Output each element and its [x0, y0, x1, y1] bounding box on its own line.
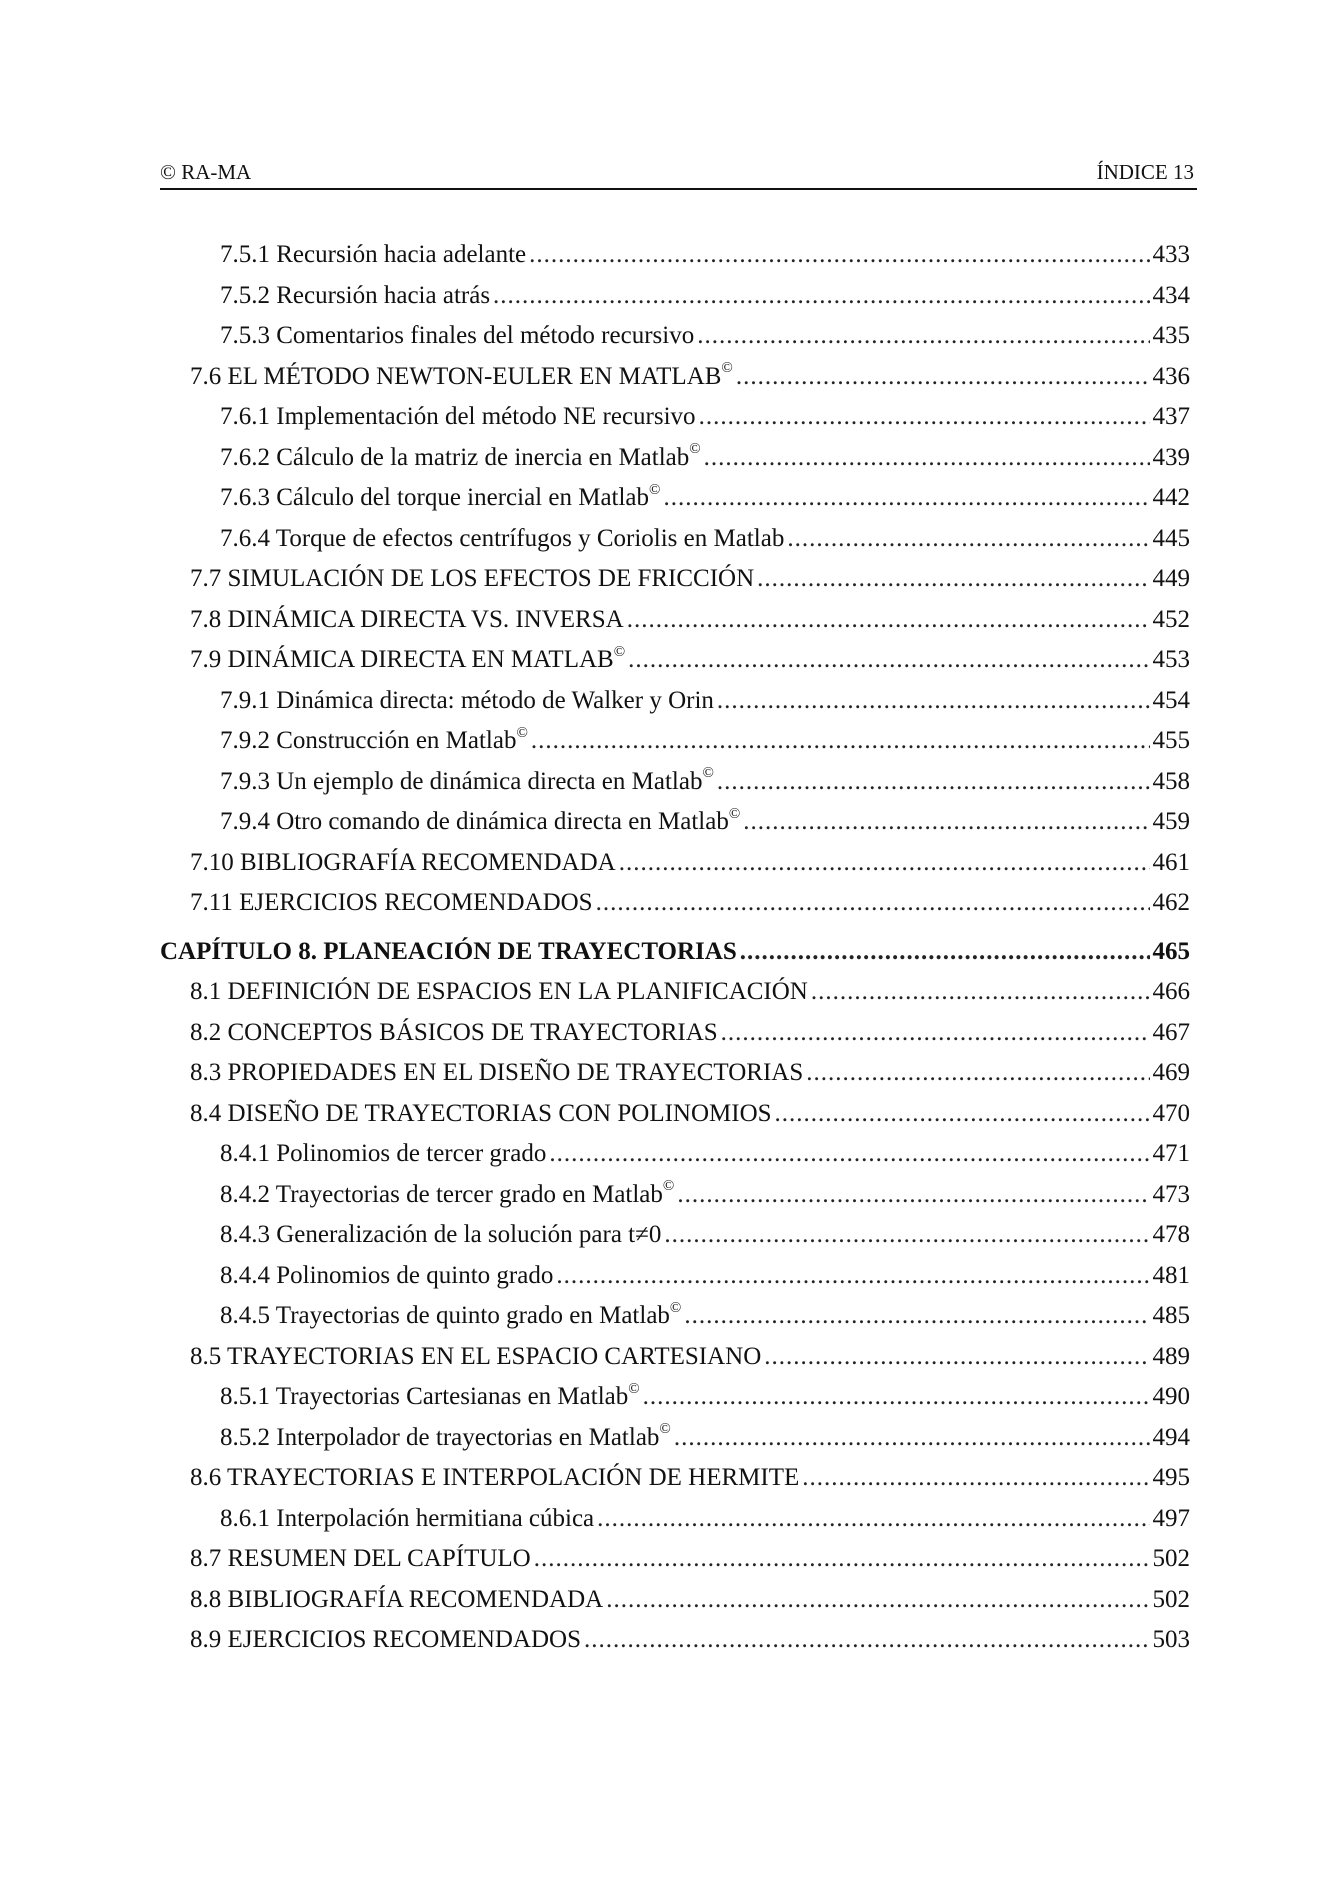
- dot-leader: [717, 762, 1150, 802]
- toc-entry[interactable]: [160, 1418, 1190, 1459]
- toc-entry-text: 8.4.4 Polinomios de quinto grado: [220, 1261, 554, 1289]
- toc-page-number: 481: [1152, 1261, 1190, 1289]
- toc-entry-text: 8.4.2 Trayectorias de tercer grado en Matlab: [220, 1180, 663, 1208]
- toc-page-number: 497: [1152, 1504, 1190, 1532]
- toc-entry-text: 7.6.2 Cálculo de la matriz de inercia en Matlab: [220, 443, 690, 471]
- toc-page-number: 434: [1152, 281, 1190, 309]
- toc-page-number: 433: [1152, 241, 1190, 268]
- toc-page-number: 467: [1152, 1018, 1190, 1046]
- toc-entry[interactable]: [160, 1337, 1190, 1378]
- toc-entry-title: [190, 1013, 718, 1053]
- toc-page-number: 458: [1152, 767, 1190, 795]
- toc-page-number: 462: [1152, 889, 1190, 916]
- toc-entry-title: [190, 1094, 772, 1134]
- dot-leader: [736, 357, 1150, 397]
- toc-entry[interactable]: [160, 1013, 1190, 1054]
- publisher-mark: © RA-MA: [160, 160, 252, 184]
- dot-leader: [606, 1580, 1149, 1620]
- toc-entry-title: [220, 519, 784, 559]
- toc-entry-title: [190, 1053, 803, 1093]
- toc-entry-text: 7.6.4 Torque de efectos centrífugos y Coriolis en Matlab: [220, 524, 785, 552]
- toc-entry-text: 8.7 RESUMEN DEL CAPÍTULO: [190, 1545, 531, 1572]
- toc-entry[interactable]: [160, 1094, 1190, 1135]
- toc-page-number: 473: [1152, 1180, 1190, 1208]
- toc-entry-title: [190, 1620, 581, 1660]
- toc-entry-text: 8.6 TRAYECTORIAS E INTERPOLACIÓN DE HERMITE: [190, 1464, 800, 1491]
- toc-entry[interactable]: [160, 438, 1190, 479]
- dot-leader: [643, 1377, 1150, 1417]
- dot-leader: [717, 681, 1150, 721]
- toc-page-number: 461: [1152, 848, 1190, 876]
- toc-entry-title: [190, 1458, 799, 1498]
- toc-entry-title: [190, 1580, 603, 1620]
- toc-page-number: 489: [1152, 1342, 1190, 1370]
- toc-entry-title: [190, 600, 624, 640]
- toc-entry[interactable]: [160, 1053, 1190, 1094]
- toc-entry-text: 8.4 DISEÑO DE TRAYECTORIAS CON POLINOMIOS: [190, 1099, 772, 1127]
- dot-leader: [740, 932, 1150, 972]
- toc-entry[interactable]: [160, 883, 1190, 924]
- toc-page-number: 490: [1152, 1383, 1190, 1410]
- toc-page-number: 445: [1152, 524, 1190, 552]
- toc-entry[interactable]: [160, 1580, 1190, 1621]
- toc-entry[interactable]: [160, 1215, 1190, 1256]
- toc-entry[interactable]: [160, 1620, 1190, 1661]
- toc-entry[interactable]: [160, 600, 1190, 641]
- toc-page-number: 466: [1152, 978, 1190, 1005]
- toc-entry[interactable]: [160, 1175, 1190, 1216]
- toc-entry-title: [190, 883, 593, 923]
- dot-leader: [584, 1620, 1149, 1660]
- toc-entry-text: 7.9.2 Construcción en Matlab: [220, 727, 517, 754]
- toc-page-number: 437: [1152, 403, 1190, 430]
- toc-entry-title: [220, 1175, 674, 1215]
- toc-entry-title: [190, 357, 733, 397]
- toc-page-number: 494: [1152, 1423, 1190, 1451]
- copyright-mark: ©: [702, 765, 714, 782]
- toc-entry-title: [220, 1256, 553, 1296]
- toc-page-number: 495: [1152, 1464, 1190, 1491]
- copyright-mark: ©: [689, 441, 701, 458]
- toc-entry-title: [220, 235, 526, 275]
- copyright-mark: ©: [662, 1178, 675, 1195]
- toc-entry-text: 8.5.2 Interpolador de trayectorias en Matlab: [220, 1423, 660, 1451]
- toc-chapter-entry[interactable]: [160, 932, 1190, 973]
- toc-entry-text: 7.5.2 Recursión hacia atrás: [220, 281, 491, 309]
- toc-page-number: 455: [1152, 727, 1190, 754]
- toc-entry-text: 8.4.5 Trayectorias de quinto grado en Matlab: [220, 1302, 670, 1329]
- dot-leader: [704, 438, 1150, 478]
- dot-leader: [556, 1256, 1149, 1296]
- toc-page-number: 454: [1152, 686, 1190, 714]
- toc-page-number: 435: [1152, 322, 1190, 349]
- copyright-mark: ©: [669, 1299, 682, 1316]
- toc-entry-text: 7.9.4 Otro comando de dinámica directa en Matlab: [220, 808, 729, 835]
- section-and-page-number: ÍNDICE 13: [1096, 160, 1194, 184]
- dot-leader: [596, 883, 1150, 923]
- toc-page-number: 469: [1152, 1059, 1190, 1086]
- toc-entry-text: 8.2 CONCEPTOS BÁSICOS DE TRAYECTORIAS: [190, 1018, 718, 1046]
- toc-entry-text: 8.5 TRAYECTORIAS EN EL ESPACIO CARTESIANO: [190, 1342, 762, 1370]
- dot-leader: [628, 640, 1149, 680]
- toc-page-number: 471: [1152, 1140, 1190, 1167]
- toc-entry[interactable]: [160, 1539, 1190, 1580]
- toc-entry-text: 7.9.3 Un ejemplo de dinámica directa en Matlab: [220, 767, 703, 795]
- toc-entry-text: 7.6 EL MÉTODO NEWTON-EULER EN MATLAB: [190, 362, 722, 390]
- toc-page-number: 442: [1152, 484, 1190, 511]
- toc-entry[interactable]: [160, 357, 1190, 398]
- dot-leader: [697, 316, 1149, 356]
- toc-entry[interactable]: [160, 397, 1190, 438]
- toc-entry[interactable]: [160, 802, 1190, 843]
- toc-entry-title: [220, 438, 701, 478]
- toc-entry-text: 8.1 DEFINICIÓN DE ESPACIOS EN LA PLANIFICACIÓN: [190, 978, 808, 1005]
- toc-entry-title: [190, 559, 754, 599]
- copyright-mark: ©: [516, 724, 528, 741]
- running-header: [160, 160, 1197, 190]
- toc-entry-text: 7.5.3 Comentarios finales del método recursivo: [220, 322, 695, 349]
- toc-entry[interactable]: [160, 276, 1190, 317]
- toc-entry-text: 7.7 SIMULACIÓN DE LOS EFECTOS DE FRICCIÓN: [190, 565, 755, 592]
- toc-page-number: 503: [1152, 1626, 1190, 1653]
- toc-page-number: 465: [1152, 937, 1190, 965]
- table-of-contents: [160, 235, 1190, 1661]
- toc-entry[interactable]: [160, 235, 1190, 276]
- dot-leader: [664, 1215, 1149, 1255]
- toc-entry-title: [220, 478, 660, 518]
- dot-leader: [627, 600, 1150, 640]
- dot-leader: [775, 1094, 1150, 1134]
- toc-entry[interactable]: [160, 519, 1190, 560]
- dot-leader: [597, 1499, 1149, 1539]
- toc-entry-text: 7.5.1 Recursión hacia adelante: [220, 241, 527, 268]
- toc-entry-title: [220, 762, 714, 802]
- toc-entry-text: 7.6.3 Cálculo del torque inercial en Matlab: [220, 484, 650, 511]
- dot-leader: [534, 1539, 1150, 1579]
- toc-entry-text: 8.4.1 Polinomios de tercer grado: [220, 1140, 547, 1167]
- toc-page-number: 478: [1152, 1221, 1190, 1248]
- toc-entry[interactable]: [160, 843, 1190, 884]
- toc-entry-title: [190, 640, 625, 680]
- toc-entry-title: [220, 681, 714, 721]
- toc-entry-title: [190, 1539, 531, 1579]
- toc-page-number: 453: [1152, 646, 1190, 673]
- toc-entry-text: 8.8 BIBLIOGRAFÍA RECOMENDADA: [190, 1585, 604, 1613]
- toc-entry-title: [190, 972, 808, 1012]
- toc-entry-text: 7.9.1 Dinámica directa: método de Walker y Orin: [220, 686, 714, 714]
- toc-entry-title: [220, 1215, 661, 1255]
- toc-entry-text: 7.10 BIBLIOGRAFÍA RECOMENDADA: [190, 848, 616, 876]
- toc-page-number: 485: [1152, 1302, 1190, 1329]
- toc-page-number: 452: [1152, 605, 1190, 633]
- toc-page-number: 502: [1152, 1545, 1190, 1572]
- toc-entry-text: 8.5.1 Trayectorias Cartesianas en Matlab: [220, 1383, 629, 1410]
- dot-leader: [699, 397, 1150, 437]
- toc-entry[interactable]: [160, 1296, 1190, 1337]
- toc-entry[interactable]: [160, 762, 1190, 803]
- toc-page-number: 436: [1152, 362, 1190, 390]
- toc-entry-title: [220, 1418, 671, 1458]
- toc-entry-title: [190, 843, 616, 883]
- copyright-mark: ©: [613, 643, 626, 660]
- copyright-mark: ©: [721, 360, 733, 377]
- copyright-mark: ©: [659, 1421, 671, 1438]
- toc-entry-text: 8.3 PROPIEDADES EN EL DISEÑO DE TRAYECTORIAS: [190, 1059, 804, 1086]
- dot-leader: [529, 235, 1149, 275]
- toc-entry[interactable]: [160, 721, 1190, 762]
- toc-page-number: 459: [1152, 808, 1190, 835]
- toc-entry[interactable]: [160, 316, 1190, 357]
- dot-leader: [663, 478, 1149, 518]
- dot-leader: [677, 1175, 1149, 1215]
- toc-page-number: 470: [1152, 1099, 1190, 1127]
- dot-leader: [811, 972, 1150, 1012]
- dot-leader: [743, 802, 1149, 842]
- toc-entry[interactable]: [160, 972, 1190, 1013]
- toc-entry-text: 8.6.1 Interpolación hermitiana cúbica: [220, 1504, 595, 1532]
- toc-entry-title: [190, 1337, 761, 1377]
- copyright-mark: ©: [628, 1380, 640, 1397]
- toc-entry-title: [220, 1499, 594, 1539]
- toc-entry-title: [220, 276, 490, 316]
- copyright-mark: ©: [649, 481, 661, 498]
- dot-leader: [802, 1458, 1149, 1498]
- toc-entry[interactable]: [160, 681, 1190, 722]
- toc-entry[interactable]: [160, 478, 1190, 519]
- toc-entry-title: [220, 1377, 640, 1417]
- toc-entry-text: 7.8 DINÁMICA DIRECTA VS. INVERSA: [190, 605, 624, 633]
- dot-leader: [549, 1134, 1149, 1174]
- toc-entry-text: 7.9 DINÁMICA DIRECTA EN MATLAB: [190, 646, 614, 673]
- toc-entry[interactable]: [160, 1458, 1190, 1499]
- dot-leader: [493, 276, 1149, 316]
- dot-leader: [764, 1337, 1149, 1377]
- toc-entry-title: [220, 802, 740, 842]
- dot-leader: [757, 559, 1149, 599]
- toc-entry[interactable]: [160, 1134, 1190, 1175]
- toc-entry-title: [160, 932, 737, 972]
- toc-entry-text: 8.9 EJERCICIOS RECOMENDADOS: [190, 1626, 582, 1653]
- toc-entry-title: [220, 1296, 681, 1336]
- toc-entry-text: 8.4.3 Generalización de la solución para t≠0: [220, 1221, 662, 1248]
- toc-entry[interactable]: [160, 559, 1190, 600]
- dot-leader: [674, 1418, 1150, 1458]
- toc-entry-text: 7.6.1 Implementación del método NE recursivo: [220, 403, 696, 430]
- toc-entry[interactable]: [160, 1499, 1190, 1540]
- toc-entry-title: [220, 397, 696, 437]
- toc-entry[interactable]: [160, 640, 1190, 681]
- toc-entry[interactable]: [160, 1377, 1190, 1418]
- dot-leader: [531, 721, 1150, 761]
- dot-leader: [721, 1013, 1150, 1053]
- toc-entry[interactable]: [160, 1256, 1190, 1297]
- dot-leader: [619, 843, 1150, 883]
- toc-entry-title: [220, 721, 528, 761]
- toc-page-number: 439: [1152, 443, 1190, 471]
- dot-leader: [787, 519, 1149, 559]
- toc-page-number: 449: [1152, 565, 1190, 592]
- toc-entry-text: 7.11 EJERCICIOS RECOMENDADOS: [190, 889, 593, 916]
- copyright-mark: ©: [728, 805, 741, 822]
- toc-entry-text: CAPÍTULO 8. PLANEACIÓN DE TRAYECTORIAS: [160, 937, 737, 965]
- dot-leader: [806, 1053, 1149, 1093]
- toc-page-number: 502: [1152, 1585, 1190, 1613]
- dot-leader: [684, 1296, 1149, 1336]
- toc-entry-title: [220, 1134, 546, 1174]
- toc-entry-title: [220, 316, 694, 356]
